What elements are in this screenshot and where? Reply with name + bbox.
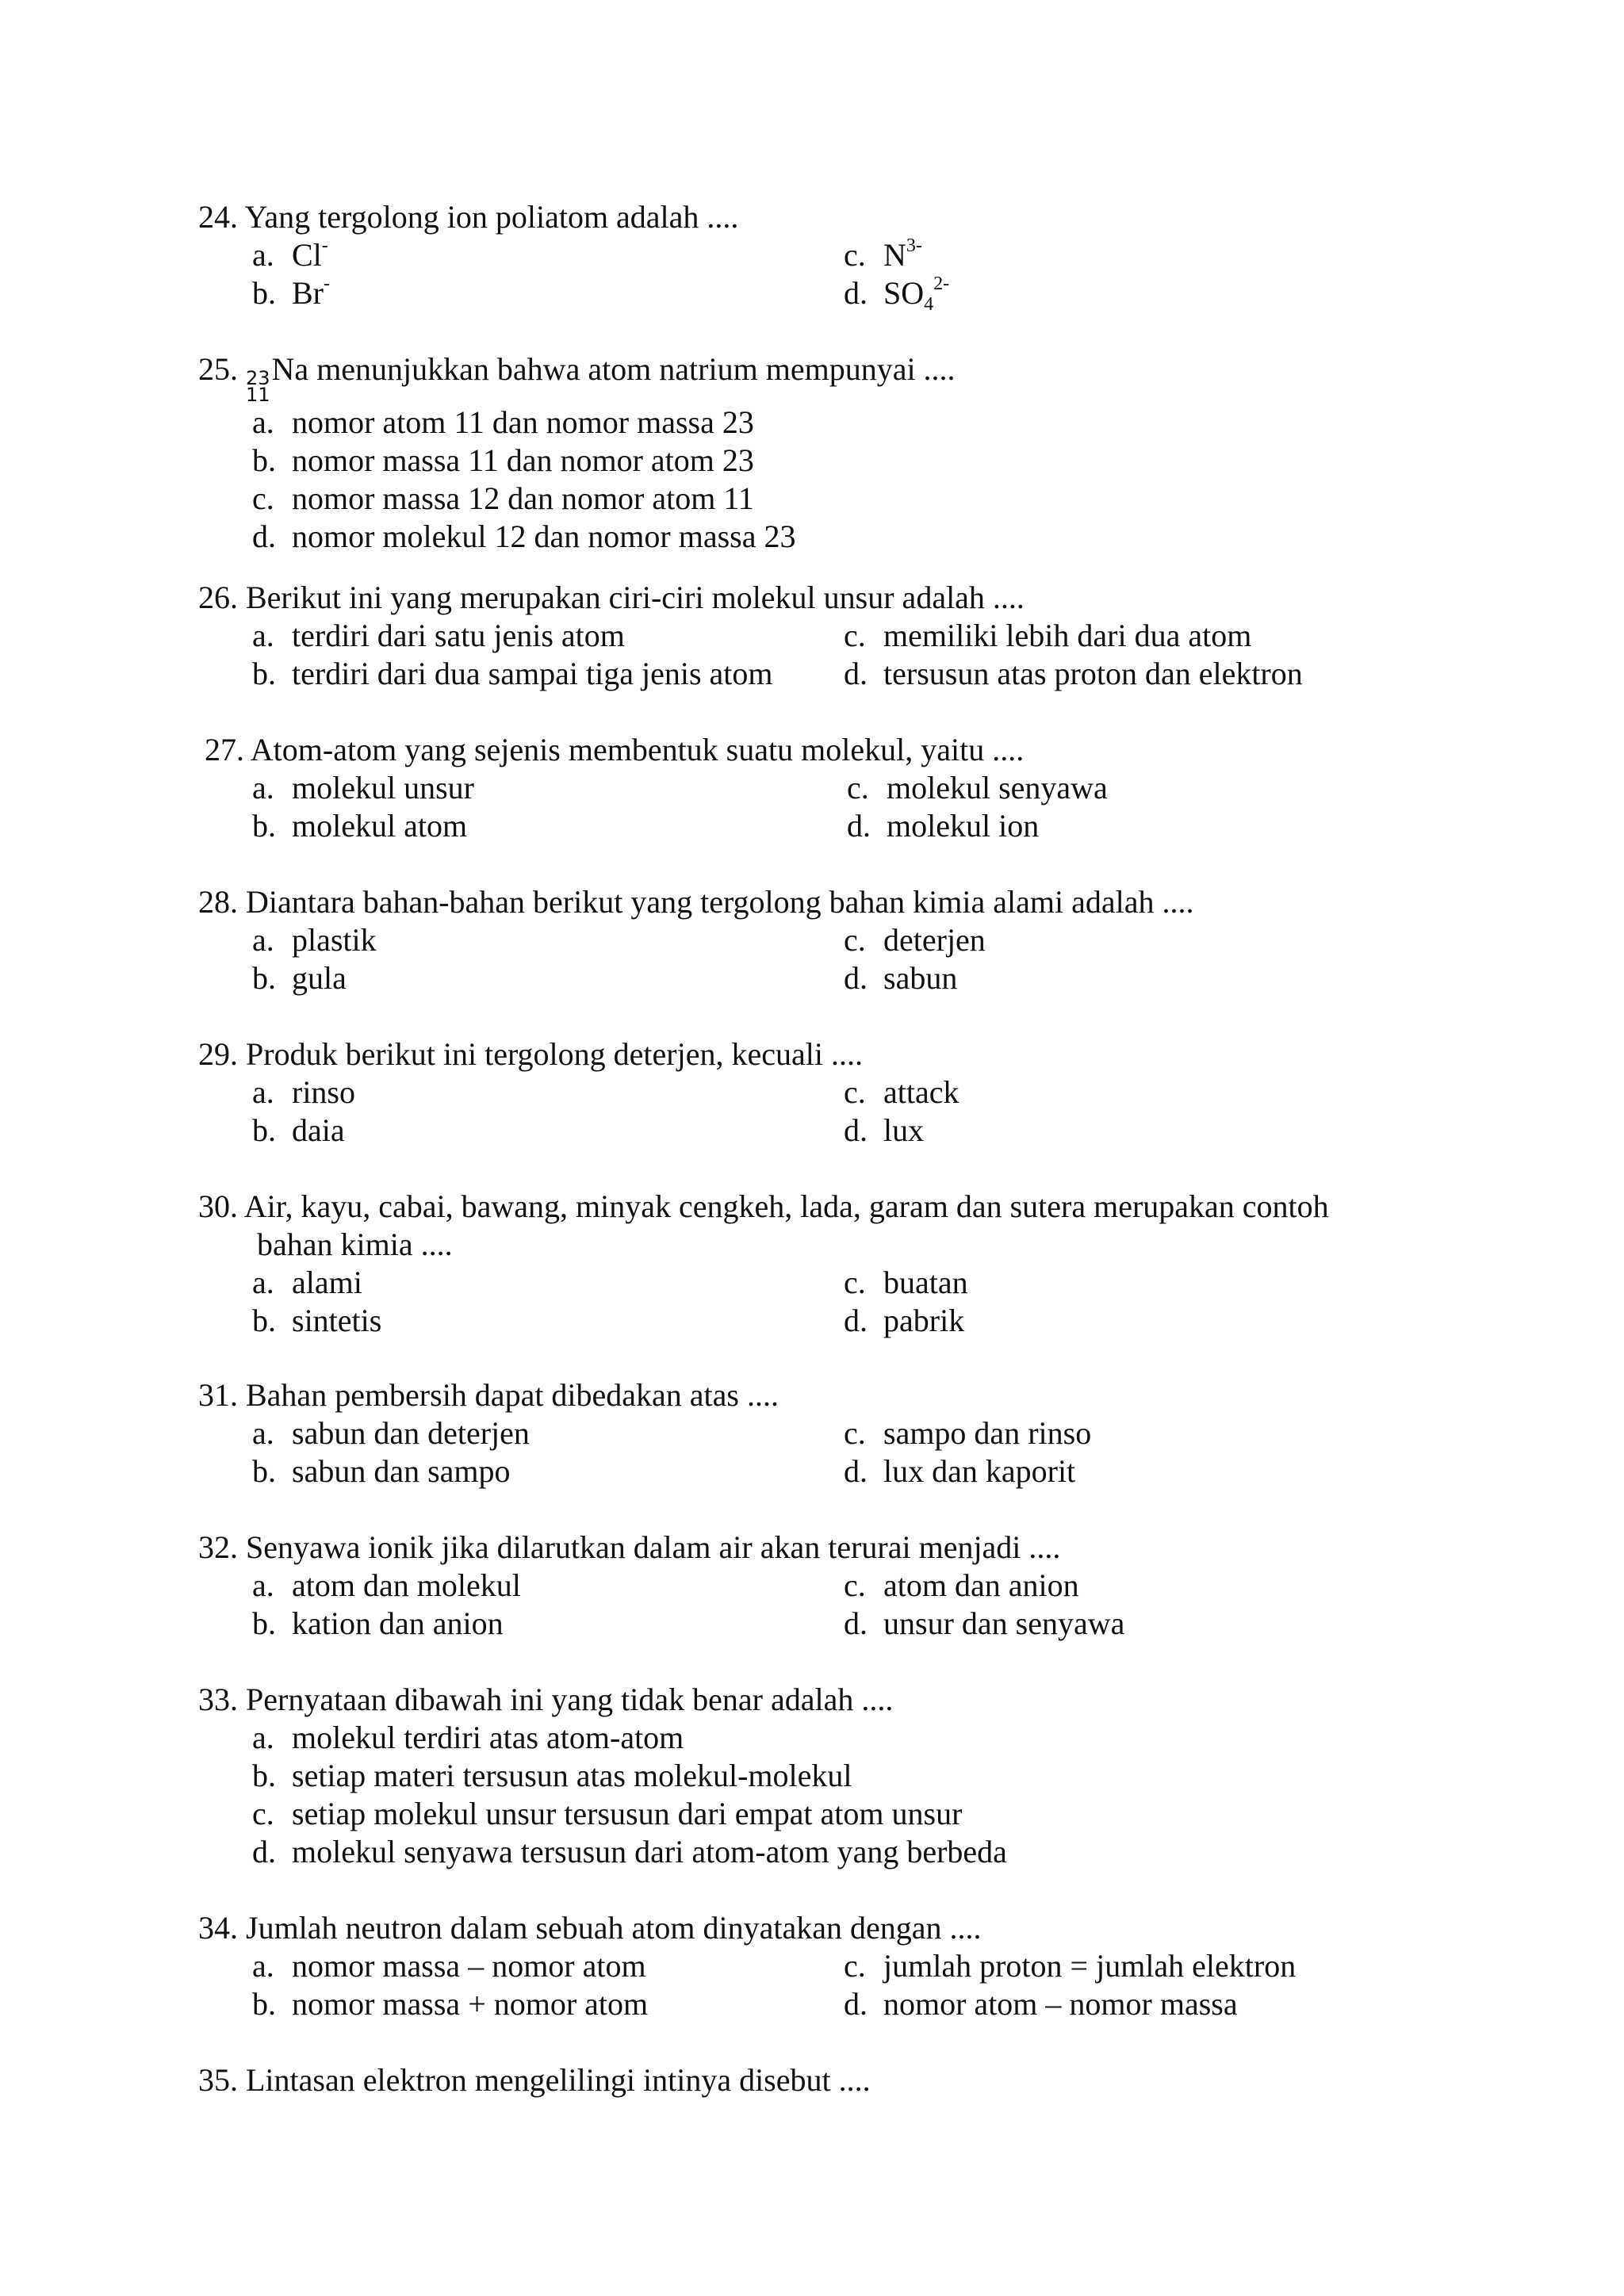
nuclide-notation: 23 11 — [246, 367, 270, 406]
question-32 — [198, 1529, 1435, 1643]
question-stem — [198, 883, 1435, 921]
option-a: a. molekul unsur — [252, 770, 474, 806]
option-b: b. nomor massa + nomor atom — [252, 1986, 649, 2022]
option-c: c. buatan — [844, 1265, 968, 1300]
option-d: d. lux dan kaporit — [844, 1453, 1076, 1489]
question-33 — [198, 1681, 1435, 1871]
option-a: a. molekul terdiri atas atom-atom — [252, 1720, 684, 1755]
question-number: 33. — [198, 1682, 238, 1717]
option-d: d. nomor molekul 12 dan nomor massa 23 — [252, 519, 796, 554]
option-b: b. sintetis — [252, 1303, 382, 1338]
question-number: 29. — [198, 1036, 238, 1072]
option-c: c. deterjen — [844, 922, 986, 958]
option-a: a. nomor atom 11 dan nomor massa 23 — [252, 404, 754, 440]
question-stem — [205, 731, 1442, 769]
options — [198, 1414, 1435, 1490]
option-d: d. lux — [844, 1112, 925, 1148]
question-text: Bahan pembersih dapat dibedakan atas .... — [246, 1377, 779, 1413]
question-25 — [198, 350, 1435, 556]
option-b: b. daia — [252, 1112, 345, 1148]
question-number: 26. — [198, 580, 238, 615]
question-26 — [198, 579, 1435, 693]
question-stem — [198, 1035, 1435, 1073]
option-a: a. sabun dan deterjen — [252, 1415, 530, 1451]
element-symbol: Na — [271, 351, 309, 387]
question-text: Jumlah neutron dalam sebuah atom dinyatakan dengan .... — [246, 1910, 982, 1946]
option-d: d. sabun — [844, 960, 958, 996]
option-c: c. $N^{3-}$ — [844, 235, 922, 273]
option-a: a. rinso — [252, 1074, 355, 1110]
question-text: Produk berikut ini tergolong deterjen, kecuali .... — [246, 1036, 863, 1072]
options — [198, 1567, 1435, 1643]
question-text: Diantara bahan-bahan berikut yang tergolong bahan kimia alami adalah .... — [246, 884, 1194, 920]
question-text: Yang tergolong ion poliatom adalah .... — [244, 199, 739, 235]
options — [198, 617, 1435, 693]
question-stem — [198, 1681, 1435, 1719]
option-a: a. plastik — [252, 922, 377, 958]
question-number: 28. — [198, 884, 238, 920]
options — [205, 769, 1442, 845]
options — [198, 235, 1435, 315]
options — [198, 1264, 1435, 1340]
option-c: c. atom dan anion — [844, 1567, 1079, 1603]
question-text: Pernyataan dibawah ini yang tidak benar adalah .... — [246, 1682, 894, 1717]
option-a: a. nomor massa – nomor atom — [252, 1948, 646, 1984]
option-d: d. nomor atom – nomor massa — [844, 1986, 1238, 2022]
question-number: 34. — [198, 1910, 238, 1946]
question-text: Atom-atom yang sejenis membentuk suatu molekul, yaitu .... — [250, 732, 1025, 767]
option-a: a. alami — [252, 1265, 362, 1300]
question-31 — [198, 1376, 1435, 1490]
question-stem — [198, 1529, 1435, 1567]
question-28 — [198, 883, 1435, 997]
option-c: c. sampo dan rinso — [844, 1415, 1092, 1451]
option-b: b. nomor massa 11 dan nomor atom 23 — [252, 442, 754, 478]
question-stem — [198, 198, 1435, 236]
option-b: b. setiap materi tersusun atas molekul-molekul — [252, 1758, 852, 1793]
question-stem — [198, 579, 1435, 617]
question-stem — [198, 1188, 1435, 1226]
question-number: 35. — [198, 2062, 238, 2098]
option-c: c. setiap molekul unsur tersusun dari empat atom unsur — [252, 1796, 963, 1831]
question-stem — [198, 1909, 1435, 1947]
option-c: c. attack — [844, 1074, 959, 1110]
question-text-continued: bahan kimia .... — [257, 1226, 453, 1262]
option-a: a. terdiri dari satu jenis atom — [252, 618, 625, 653]
option-a: a. Cl- — [252, 235, 328, 273]
question-34 — [198, 1909, 1435, 2023]
option-b: b. Br- — [252, 274, 330, 311]
question-stem — [198, 350, 1435, 404]
option-b: b. kation dan anion — [252, 1605, 504, 1641]
question-number: 31. — [198, 1377, 238, 1413]
option-b: b. molekul atom — [252, 808, 468, 844]
option-d: d. unsur dan senyawa — [844, 1605, 1125, 1641]
question-24 — [198, 198, 1435, 315]
question-number: 32. — [198, 1529, 238, 1565]
option-a: a. atom dan molekul — [252, 1567, 521, 1603]
question-text: Senyawa ionik jika dilarutkan dalam air akan terurai menjadi .... — [246, 1529, 1061, 1565]
question-number: 24. — [198, 199, 238, 235]
question-number: 30. — [198, 1188, 238, 1224]
question-29 — [198, 1035, 1435, 1150]
option-d: d. molekul ion — [847, 808, 1040, 844]
option-c: c. molekul senyawa — [847, 770, 1108, 806]
option-b: b. terdiri dari dua sampai tiga jenis atom — [252, 656, 773, 691]
question-stem — [198, 1376, 1435, 1414]
option-b: b. gula — [252, 960, 347, 996]
option-d: d. $SO_4^{2-}$ — [844, 274, 950, 315]
question-text: Air, kayu, cabai, bawang, minyak cengkeh, lada, garam dan sutera merupakan contoh — [243, 1188, 1329, 1224]
options — [198, 1073, 1435, 1150]
options — [198, 1719, 1435, 1871]
option-d: d. tersusun atas proton dan elektron — [844, 656, 1303, 691]
option-c: c. jumlah proton = jumlah elektron — [844, 1948, 1297, 1984]
question-text: Berikut ini yang merupakan ciri-ciri molekul unsur adalah .... — [246, 580, 1025, 615]
question-number: 27. — [205, 732, 244, 767]
options — [198, 1947, 1435, 2023]
option-c: c. nomor massa 12 dan nomor atom 11 — [252, 480, 754, 516]
options — [198, 404, 1435, 556]
option-d: d. pabrik — [844, 1303, 965, 1338]
option-d: d. molekul senyawa tersusun dari atom-atom yang berbeda — [252, 1834, 1007, 1869]
question-text: Lintasan elektron mengelilingi intinya disebut .... — [246, 2062, 871, 2098]
question-text: menunjukkan bahwa atom natrium mempunyai .... — [308, 351, 956, 387]
question-35 — [198, 2061, 1435, 2099]
question-30 — [198, 1188, 1435, 1340]
option-c: c. memiliki lebih dari dua atom — [844, 618, 1252, 653]
option-b: b. sabun dan sampo — [252, 1453, 511, 1489]
question-27 — [205, 731, 1442, 845]
question-stem — [198, 2061, 1435, 2099]
options — [198, 921, 1435, 997]
question-number: 25. — [198, 351, 238, 387]
